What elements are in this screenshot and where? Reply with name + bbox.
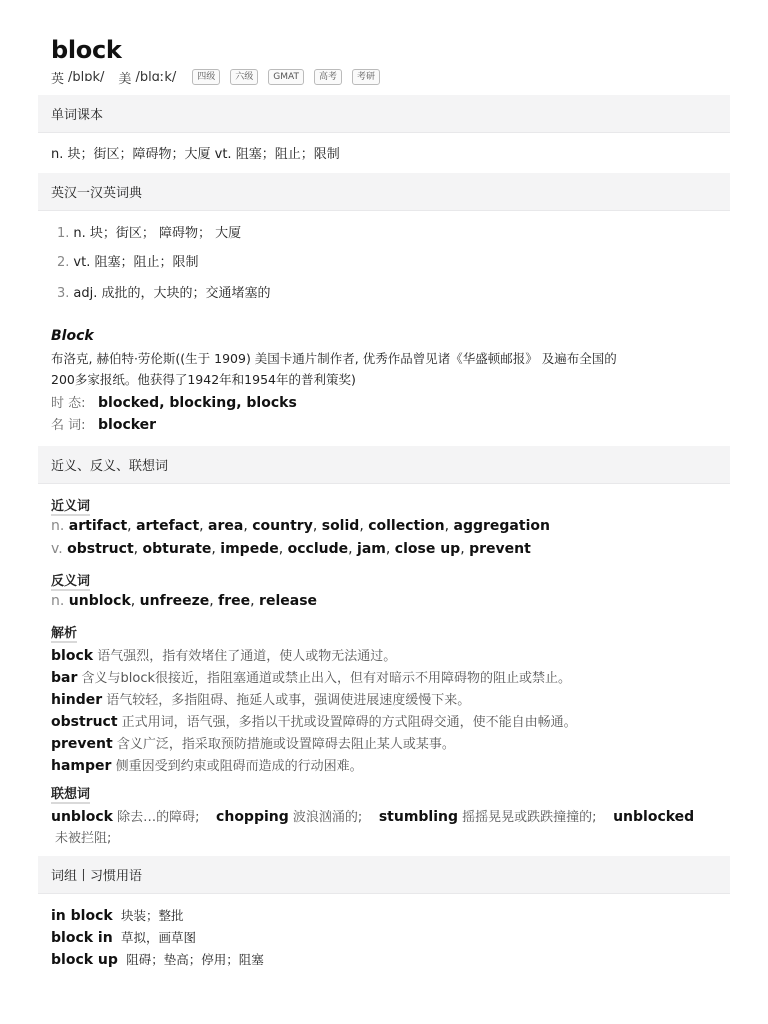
section-header-phrases: 词组丨习惯用语 — [38, 856, 730, 894]
analysis-item — [51, 667, 571, 686]
phonetics-row — [51, 67, 390, 87]
association-word[interactable]: unblocked — [613, 809, 695, 825]
forms-label: 名 词: — [51, 418, 86, 433]
section-header-ec: 英汉一汉英词典 — [38, 173, 730, 211]
analysis-item — [51, 711, 577, 730]
analysis-word[interactable]: hinder — [51, 692, 103, 708]
antonyms-heading-row — [51, 570, 90, 589]
phrase-text[interactable]: block in — [51, 930, 113, 946]
association-desc: 摇摇晃晃或跌跌撞撞的; — [462, 810, 597, 825]
analysis-word[interactable]: block — [51, 648, 94, 664]
synonyms-verb-row — [51, 541, 531, 557]
synonym-link[interactable]: jam — [357, 541, 386, 557]
phonetic-region: 英 — [51, 71, 65, 87]
pos-label: n. — [51, 593, 65, 609]
synonyms-noun-list: artifact, artefact, area, country, solid, collection, aggregation — [68, 518, 550, 534]
synonym-link[interactable]: obstruct — [67, 541, 134, 557]
synonym-link[interactable]: prevent — [469, 541, 531, 557]
definition-number: 3. — [57, 286, 70, 301]
association-desc: 除去…的障碍; — [117, 810, 200, 825]
associations-wrap — [55, 827, 111, 846]
analysis-desc: 含义与block很接近，指阻塞通道或禁止出入，但有对暗示不用障碍物的阻止或禁止。 — [81, 671, 572, 686]
analysis-desc: 语气强烈，指有效堵住了通道，使人或物无法通过。 — [97, 649, 397, 664]
forms-tense — [51, 392, 297, 411]
exam-tags — [192, 69, 390, 85]
phrase-item — [51, 906, 183, 924]
analysis-desc: 侧重因受到约束或阻碍而造成的行动困难。 — [115, 759, 363, 774]
phrase-meaning: 阻碍；垫高；停用；阻塞 — [126, 952, 264, 967]
antonym-link[interactable]: free — [218, 593, 251, 609]
phrase-item — [51, 928, 196, 946]
analysis-item — [51, 733, 455, 752]
synonyms-noun-row — [51, 518, 550, 534]
antonym-link[interactable]: unblock — [68, 593, 131, 609]
association-word[interactable]: stumbling — [378, 809, 459, 825]
antonyms-row — [51, 593, 317, 609]
synonyms-heading: 近义词 — [51, 499, 91, 514]
phonetic-region: 美 — [118, 71, 132, 87]
forms-value[interactable]: blocker — [98, 417, 157, 433]
phonetic-ipa: /blɑːk/ — [135, 69, 177, 85]
forms-value[interactable]: blocked, blocking, blocks — [98, 395, 297, 411]
definition-number: 2. — [57, 255, 70, 270]
definition-text: adj. 成批的，大块的；交通堵塞的 — [73, 286, 271, 301]
phrase-text[interactable]: in block — [51, 908, 113, 924]
synonyms-verb-list: obstruct, obturate, impede, occlude, jam, close up, prevent — [67, 541, 531, 557]
antonym-link[interactable]: unfreeze — [139, 593, 210, 609]
associations-row — [51, 806, 694, 825]
synonym-link[interactable]: obturate — [142, 541, 212, 557]
phrase-meaning: 草拟，画草图 — [120, 930, 196, 945]
synonym-link[interactable]: artefact — [136, 518, 200, 534]
analysis-desc: 正式用词，语气强，多指以干扰或设置障碍的方式阻碍交通，使不能自由畅通。 — [121, 715, 577, 730]
phonetic-uk[interactable] — [51, 68, 104, 87]
section-header-synonyms: 近义、反义、联想词 — [38, 446, 730, 484]
headword: block — [51, 36, 122, 64]
definition-item — [57, 282, 271, 301]
analysis-item — [51, 645, 396, 664]
definition-text: n. 块；街区； 障碍物； 大厦 — [73, 226, 242, 241]
pos-label: v. — [51, 541, 63, 557]
analysis-item — [51, 755, 363, 774]
definition-number: 1. — [57, 226, 70, 241]
definition-item — [57, 222, 241, 241]
association-word[interactable]: unblock — [51, 809, 113, 825]
analysis-word[interactable]: obstruct — [51, 714, 118, 730]
synonym-link[interactable]: collection — [368, 518, 445, 534]
definition-text: vt. 阻塞；阻止；限制 — [73, 255, 199, 270]
analysis-heading: 解析 — [51, 626, 78, 641]
analysis-word[interactable]: prevent — [51, 736, 113, 752]
synonym-link[interactable]: occlude — [287, 541, 349, 557]
proper-noun-title: Block — [51, 328, 94, 344]
synonyms-heading-row — [51, 495, 90, 514]
section-header-textbook: 单词课本 — [38, 95, 730, 133]
analysis-item — [51, 689, 470, 708]
exam-tag: 考研 — [352, 69, 380, 85]
synonym-link[interactable]: solid — [321, 518, 360, 534]
association-word[interactable]: chopping — [216, 809, 289, 825]
analysis-word[interactable]: hamper — [51, 758, 112, 774]
proper-noun-line: 布洛克, 赫伯特·劳伦斯((生于 1909) 美国卡通片制作者, 优秀作品曾见诸《华盛顿邮报》 及遍布全国的 — [51, 351, 617, 366]
associations-heading: 联想词 — [51, 787, 91, 802]
exam-tag: GMAT — [268, 69, 304, 85]
analysis-word[interactable]: bar — [51, 670, 78, 686]
analysis-desc: 含义广泛，指采取预防措施或设置障碍去阻止某人或某事。 — [116, 737, 455, 752]
synonym-link[interactable]: artifact — [68, 518, 128, 534]
association-desc: 未被拦阻; — [55, 831, 112, 846]
synonym-link[interactable]: area — [208, 518, 244, 534]
associations-heading-row — [51, 783, 90, 802]
synonym-link[interactable]: country — [252, 518, 313, 534]
phonetic-us[interactable] — [118, 68, 176, 87]
definition-item — [57, 251, 198, 270]
exam-tag: 高考 — [314, 69, 342, 85]
exam-tag: 四级 — [192, 69, 220, 85]
phonetic-ipa: /blɒk/ — [68, 69, 105, 85]
pos-label: n. — [51, 518, 65, 534]
antonym-link[interactable]: release — [259, 593, 318, 609]
analysis-desc: 语气较轻，多指阻碍、拖延人或事，强调使进展速度缓慢下来。 — [106, 693, 471, 708]
association-desc: 波浪汹涌的; — [292, 810, 363, 825]
antonyms-list: unblock, unfreeze, free, release — [68, 593, 318, 609]
synonym-link[interactable]: close up — [394, 541, 461, 557]
analysis-heading-row — [51, 622, 77, 641]
proper-noun-line: 200多家报纸。他获得了1942年和1954年的普利策奖) — [51, 372, 356, 387]
antonyms-heading: 反义词 — [51, 574, 91, 589]
exam-tag: 六级 — [230, 69, 258, 85]
forms-noun — [51, 414, 156, 433]
textbook-definition: n. 块；街区；障碍物；大厦 vt. 阻塞；阻止；限制 — [51, 147, 340, 162]
synonym-link[interactable]: impede — [220, 541, 279, 557]
phrase-meaning: 块装；整批 — [120, 908, 184, 923]
phrase-item — [51, 950, 264, 968]
synonym-link[interactable]: aggregation — [453, 518, 550, 534]
phrase-text[interactable]: block up — [51, 952, 118, 968]
forms-label: 时 态: — [51, 396, 86, 411]
